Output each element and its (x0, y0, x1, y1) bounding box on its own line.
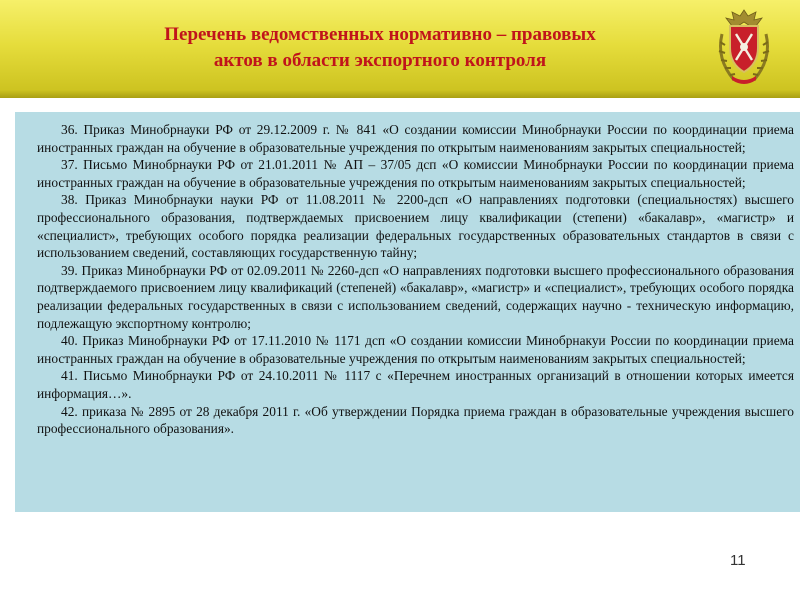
page-number: 11 (730, 552, 746, 569)
slide-title (120, 22, 640, 74)
list-item: 36. Приказ Минобрнауки РФ от 29.12.2009 г. № 841 «О создании комиссии Минобрнауки России по координации приема иностранных граждан на обучение в образовательные учреждения по открытым наименованиям закрытых специальностей; (37, 122, 794, 155)
list-item: 38. Приказ Минобрнауки науки РФ от 11.08.2011 № 2200-дсп «О направлениях подготовки (специальностях) высшего профессионального образования, подтверждаемых присвоением лицу квалификации (степени) «бакалавр», «магистр» и «специалист», требующих особого порядка реализации федеральных государственных образовательных стандартов в связи с использованием сведений, составляющих государственную тайну; (37, 192, 794, 261)
document-list (37, 121, 794, 438)
title-line-2: актов в области экспортного контроля (213, 50, 547, 71)
list-item: 39. Приказ Минобрнауки РФ от 02.09.2011 № 2260-дсп «О направлениях подготовки высшего профессионального образования подтверждаемого присвоением лицу квалификаций (степеней) «бакалавр», «магистр» и «специалист», требующих особого порядка реализации федеральных государственных в связи с использованием сведений, содержащих научно - техническую информацию, подлежащую экспортному контролю; (37, 262, 794, 331)
content-panel (15, 112, 800, 512)
list-item: 42. приказа № 2895 от 28 декабря 2011 г. «Об утверждении Порядка приема граждан в образовательные учреждения высшего профессионального образования». (37, 403, 794, 437)
list-item: 41. Письмо Минобрнауки РФ от 24.10.2011 № 1117 с «Перечнем иностранных организаций в отношении которых имеется информация…». (37, 368, 794, 401)
list-item: 40. Приказ Минобрнауки РФ от 17.11.2010 № 1171 дсп «О создании комиссии Минобрнакуи России по координации приема иностранных граждан на обучение в образовательные учреждения по открытым наименованиям закрытых специальностей; (37, 333, 794, 366)
title-line-1: Перечень ведомственных нормативно – правовых (164, 24, 596, 45)
fstek-emblem-icon (712, 4, 776, 88)
list-item: 37. Письмо Минобрнауки РФ от 21.01.2011 № АП – 37/05 дсп «О комиссии Минобрнауки России по координации приема иностранных граждан на обучение в образовательные учреждения по открытым наименованиям закрытых специальностей; (37, 157, 794, 190)
slide-header (0, 0, 800, 98)
